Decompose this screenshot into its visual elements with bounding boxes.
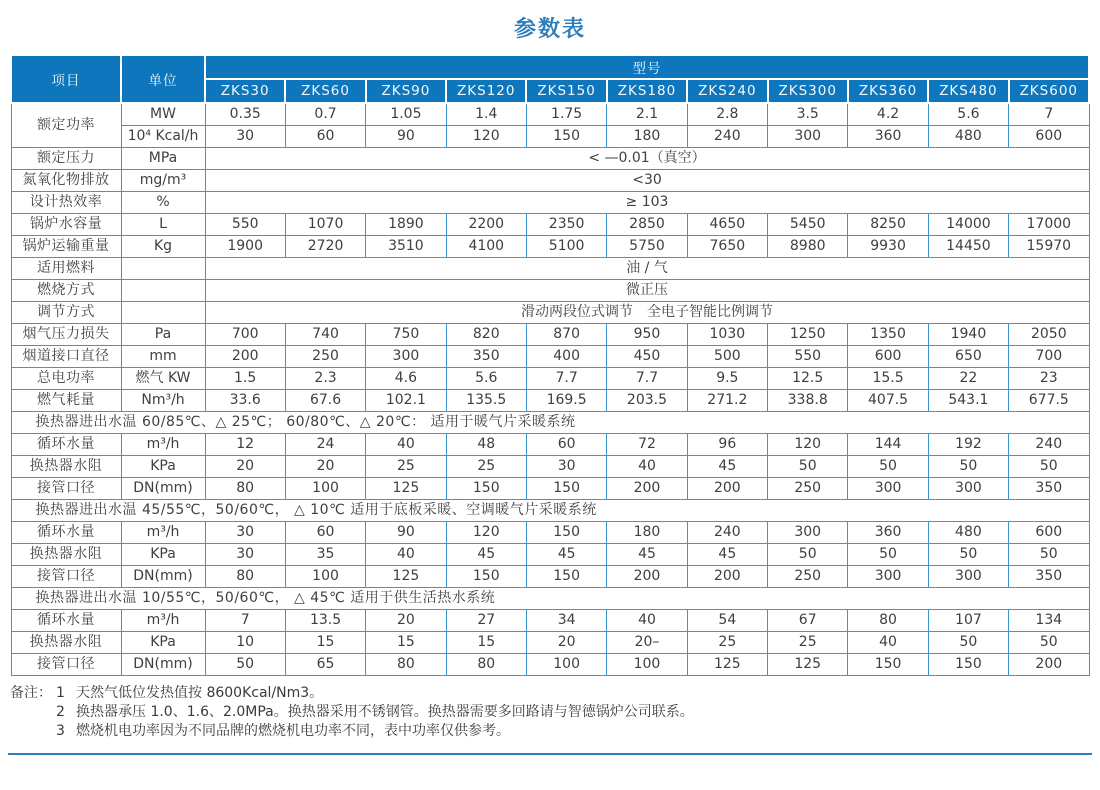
item-label: 调节方式	[11, 302, 121, 324]
col-header-item: 项目	[11, 55, 121, 103]
unit-label	[121, 258, 205, 280]
value-cell: 90	[366, 126, 446, 148]
merged-value: < —0.01（真空）	[205, 148, 1089, 170]
note-text: 燃烧机电功率因为不同品牌的燃烧机电功率不同，表中功率仅供参考。	[76, 723, 510, 739]
value-cell: 100	[285, 566, 365, 588]
value-cell: 240	[687, 126, 767, 148]
value-cell: 169.5	[526, 390, 606, 412]
value-cell: 300	[848, 566, 928, 588]
unit-label: 燃气 KW	[121, 368, 205, 390]
value-cell: 150	[526, 478, 606, 500]
value-cell: 200	[687, 478, 767, 500]
value-cell: 67.6	[285, 390, 365, 412]
unit-label: Kg	[121, 236, 205, 258]
item-label: 锅炉水容量	[11, 214, 121, 236]
value-cell: 54	[687, 610, 767, 632]
note-line	[56, 703, 1090, 722]
item-label: 适用燃料	[11, 258, 121, 280]
value-cell: 50	[1009, 456, 1089, 478]
value-cell: 4100	[446, 236, 526, 258]
item-label: 设计热效率	[11, 192, 121, 214]
value-cell: 350	[1009, 478, 1089, 500]
item-label: 换热器水阻	[11, 456, 121, 478]
value-cell: 45	[607, 544, 687, 566]
value-cell: 4.2	[848, 103, 928, 126]
value-cell: 0.35	[205, 103, 285, 126]
value-cell: 40	[366, 434, 446, 456]
value-cell: 300	[848, 478, 928, 500]
value-cell: 950	[607, 324, 687, 346]
value-cell: 1.75	[526, 103, 606, 126]
value-cell: 17000	[1009, 214, 1089, 236]
value-cell: 500	[687, 346, 767, 368]
table-row	[11, 126, 1089, 148]
value-cell: 1350	[848, 324, 928, 346]
value-cell: 96	[687, 434, 767, 456]
value-cell: 150	[848, 654, 928, 676]
value-cell: 144	[848, 434, 928, 456]
value-cell: 60	[526, 434, 606, 456]
value-cell: 1.05	[366, 103, 446, 126]
value-cell: 23	[1009, 368, 1089, 390]
unit-label	[121, 280, 205, 302]
value-cell: 45	[687, 544, 767, 566]
col-header-model: ZKS360	[848, 79, 928, 103]
value-cell: 200	[607, 478, 687, 500]
value-cell: 250	[285, 346, 365, 368]
value-cell: 20	[205, 456, 285, 478]
col-header-model-group: 型号	[205, 55, 1089, 79]
value-cell: 360	[848, 522, 928, 544]
notes	[10, 684, 1090, 741]
value-cell: 300	[928, 478, 1008, 500]
item-label: 换热器水阻	[11, 544, 121, 566]
table-row	[11, 324, 1089, 346]
unit-label	[121, 302, 205, 324]
value-cell: 5100	[526, 236, 606, 258]
value-cell: 90	[366, 522, 446, 544]
value-cell: 1.5	[205, 368, 285, 390]
value-cell: 200	[205, 346, 285, 368]
value-cell: 7650	[687, 236, 767, 258]
item-label: 额定功率	[11, 103, 121, 148]
value-cell: 480	[928, 126, 1008, 148]
value-cell: 150	[526, 522, 606, 544]
value-cell: 2.3	[285, 368, 365, 390]
value-cell: 8980	[768, 236, 848, 258]
col-header-model: ZKS120	[446, 79, 526, 103]
value-cell: 7.7	[607, 368, 687, 390]
value-cell: 125	[687, 654, 767, 676]
header-row-group	[11, 55, 1089, 79]
value-cell: 200	[1009, 654, 1089, 676]
unit-label: Nm³/h	[121, 390, 205, 412]
value-cell: 30	[205, 126, 285, 148]
value-cell: 750	[366, 324, 446, 346]
value-cell: 350	[1009, 566, 1089, 588]
value-cell: 80	[366, 654, 446, 676]
col-header-model: ZKS60	[285, 79, 365, 103]
unit-label: DN(mm)	[121, 566, 205, 588]
value-cell: 200	[687, 566, 767, 588]
value-cell: 40	[607, 610, 687, 632]
value-cell: 34	[526, 610, 606, 632]
table-row	[11, 192, 1089, 214]
item-label: 燃烧方式	[11, 280, 121, 302]
item-label: 额定压力	[11, 148, 121, 170]
value-cell: 100	[285, 478, 365, 500]
value-cell: 2.1	[607, 103, 687, 126]
merged-value: 油 / 气	[205, 258, 1089, 280]
section-row	[11, 412, 1089, 434]
unit-label: Pa	[121, 324, 205, 346]
value-cell: 650	[928, 346, 1008, 368]
parameters-table	[10, 54, 1090, 676]
table-row	[11, 632, 1089, 654]
unit-label: m³/h	[121, 610, 205, 632]
note-line	[56, 684, 1090, 703]
value-cell: 120	[446, 522, 526, 544]
section-row	[11, 500, 1089, 522]
item-label: 锅炉运输重量	[11, 236, 121, 258]
unit-label: DN(mm)	[121, 478, 205, 500]
value-cell: 12	[205, 434, 285, 456]
value-cell: 60	[285, 126, 365, 148]
page-title: 参数表	[513, 17, 586, 42]
unit-label: mg/m³	[121, 170, 205, 192]
table-row	[11, 148, 1089, 170]
unit-label: KPa	[121, 456, 205, 478]
value-cell: 1900	[205, 236, 285, 258]
item-label: 接管口径	[11, 566, 121, 588]
value-cell: 0.7	[285, 103, 365, 126]
value-cell: 135.5	[446, 390, 526, 412]
value-cell: 25	[366, 456, 446, 478]
value-cell: 50	[848, 544, 928, 566]
col-header-model: ZKS480	[928, 79, 1008, 103]
value-cell: 820	[446, 324, 526, 346]
item-label: 烟气压力损失	[11, 324, 121, 346]
value-cell: 15.5	[848, 368, 928, 390]
value-cell: 60	[285, 522, 365, 544]
value-cell: 65	[285, 654, 365, 676]
value-cell: 80	[848, 610, 928, 632]
value-cell: 50	[1009, 632, 1089, 654]
unit-label: DN(mm)	[121, 654, 205, 676]
col-header-model: ZKS150	[526, 79, 606, 103]
value-cell: 100	[526, 654, 606, 676]
value-cell: 50	[768, 544, 848, 566]
table-row	[11, 434, 1089, 456]
value-cell: 35	[285, 544, 365, 566]
col-header-model: ZKS180	[607, 79, 687, 103]
unit-label: MPa	[121, 148, 205, 170]
value-cell: 15	[446, 632, 526, 654]
value-cell: 27	[446, 610, 526, 632]
value-cell: 4.6	[366, 368, 446, 390]
value-cell: 33.6	[205, 390, 285, 412]
value-cell: 300	[768, 522, 848, 544]
value-cell: 271.2	[687, 390, 767, 412]
note-text: 天然气低位发热值按 8600Kcal/Nm3。	[76, 685, 324, 701]
value-cell: 45	[687, 456, 767, 478]
table-row	[11, 566, 1089, 588]
value-cell: 50	[848, 456, 928, 478]
value-cell: 50	[928, 456, 1008, 478]
value-cell: 2200	[446, 214, 526, 236]
value-cell: 20	[366, 610, 446, 632]
value-cell: 25	[446, 456, 526, 478]
unit-label: 10⁴ Kcal/h	[121, 126, 205, 148]
note-text: 换热器承压 1.0、1.6、2.0MPa。换热器采用不锈钢管。换热器需要多回路请与智德锅炉公司联系。	[76, 704, 694, 720]
table-body	[11, 103, 1089, 676]
value-cell: 150	[526, 566, 606, 588]
value-cell: 22	[928, 368, 1008, 390]
value-cell: 180	[607, 126, 687, 148]
value-cell: 600	[1009, 126, 1089, 148]
value-cell: 870	[526, 324, 606, 346]
value-cell: 150	[446, 566, 526, 588]
value-cell: 30	[205, 522, 285, 544]
value-cell: 9.5	[687, 368, 767, 390]
value-cell: 50	[928, 632, 1008, 654]
note-number: 1	[56, 685, 65, 701]
value-cell: 50	[205, 654, 285, 676]
value-cell: 350	[446, 346, 526, 368]
value-cell: 700	[205, 324, 285, 346]
value-cell: 3510	[366, 236, 446, 258]
value-cell: 2.8	[687, 103, 767, 126]
value-cell: 1030	[687, 324, 767, 346]
notes-items	[56, 684, 1090, 741]
table-row	[11, 103, 1089, 126]
col-header-model: ZKS30	[205, 79, 285, 103]
value-cell: 600	[1009, 522, 1089, 544]
item-label: 循环水量	[11, 434, 121, 456]
merged-value: <30	[205, 170, 1089, 192]
value-cell: 20	[526, 632, 606, 654]
note-line	[56, 722, 1090, 741]
note-number: 2	[56, 704, 65, 720]
value-cell: 250	[768, 478, 848, 500]
item-label: 接管口径	[11, 654, 121, 676]
value-cell: 450	[607, 346, 687, 368]
item-label: 接管口径	[11, 478, 121, 500]
col-header-model: ZKS240	[687, 79, 767, 103]
table-row	[11, 456, 1089, 478]
value-cell: 4650	[687, 214, 767, 236]
value-cell: 107	[928, 610, 1008, 632]
value-cell: 300	[768, 126, 848, 148]
value-cell: 180	[607, 522, 687, 544]
value-cell: 120	[446, 126, 526, 148]
unit-label: %	[121, 192, 205, 214]
value-cell: 2850	[607, 214, 687, 236]
unit-label: MW	[121, 103, 205, 126]
table-row	[11, 654, 1089, 676]
value-cell: 13.5	[285, 610, 365, 632]
table-row	[11, 368, 1089, 390]
value-cell: 80	[446, 654, 526, 676]
value-cell: 20	[285, 456, 365, 478]
value-cell: 600	[848, 346, 928, 368]
value-cell: 100	[607, 654, 687, 676]
value-cell: 14450	[928, 236, 1008, 258]
value-cell: 102.1	[366, 390, 446, 412]
value-cell: 2350	[526, 214, 606, 236]
value-cell: 15	[366, 632, 446, 654]
section-header: 换热器进出水温 60/85℃、△ 25℃； 60/80℃、△ 20℃： 适用于暖气片采暖系统	[11, 412, 1089, 434]
value-cell: 120	[768, 434, 848, 456]
unit-label: m³/h	[121, 434, 205, 456]
value-cell: 300	[928, 566, 1008, 588]
value-cell: 20–	[607, 632, 687, 654]
value-cell: 1070	[285, 214, 365, 236]
table-row	[11, 610, 1089, 632]
item-label: 燃气耗量	[11, 390, 121, 412]
divider-line	[8, 753, 1092, 755]
table-row	[11, 302, 1089, 324]
value-cell: 407.5	[848, 390, 928, 412]
value-cell: 10	[205, 632, 285, 654]
value-cell: 9930	[848, 236, 928, 258]
value-cell: 400	[526, 346, 606, 368]
table-row	[11, 214, 1089, 236]
value-cell: 30	[205, 544, 285, 566]
table-header	[11, 55, 1089, 103]
merged-value: ≥ 103	[205, 192, 1089, 214]
notes-label: 备注：	[10, 685, 52, 701]
table-row	[11, 478, 1089, 500]
value-cell: 45	[526, 544, 606, 566]
table-row	[11, 170, 1089, 192]
value-cell: 5750	[607, 236, 687, 258]
value-cell: 740	[285, 324, 365, 346]
col-header-model: ZKS300	[768, 79, 848, 103]
unit-label: KPa	[121, 632, 205, 654]
table-row	[11, 544, 1089, 566]
unit-label: mm	[121, 346, 205, 368]
value-cell: 7	[205, 610, 285, 632]
value-cell: 550	[205, 214, 285, 236]
value-cell: 40	[848, 632, 928, 654]
value-cell: 150	[446, 478, 526, 500]
value-cell: 543.1	[928, 390, 1008, 412]
value-cell: 7.7	[526, 368, 606, 390]
value-cell: 677.5	[1009, 390, 1089, 412]
value-cell: 192	[928, 434, 1008, 456]
note-number: 3	[56, 723, 65, 739]
value-cell: 5.6	[446, 368, 526, 390]
value-cell: 360	[848, 126, 928, 148]
item-label: 循环水量	[11, 610, 121, 632]
value-cell: 80	[205, 566, 285, 588]
col-header-model: ZKS90	[366, 79, 446, 103]
value-cell: 134	[1009, 610, 1089, 632]
value-cell: 203.5	[607, 390, 687, 412]
value-cell: 240	[687, 522, 767, 544]
value-cell: 7	[1009, 103, 1089, 126]
value-cell: 300	[366, 346, 446, 368]
unit-label: m³/h	[121, 522, 205, 544]
value-cell: 5.6	[928, 103, 1008, 126]
value-cell: 125	[366, 566, 446, 588]
item-label: 循环水量	[11, 522, 121, 544]
value-cell: 14000	[928, 214, 1008, 236]
unit-label: L	[121, 214, 205, 236]
item-label: 换热器水阻	[11, 632, 121, 654]
value-cell: 150	[526, 126, 606, 148]
col-header-unit: 单位	[121, 55, 205, 103]
value-cell: 50	[928, 544, 1008, 566]
value-cell: 25	[687, 632, 767, 654]
value-cell: 24	[285, 434, 365, 456]
value-cell: 700	[1009, 346, 1089, 368]
value-cell: 72	[607, 434, 687, 456]
table-row	[11, 236, 1089, 258]
value-cell: 250	[768, 566, 848, 588]
value-cell: 2720	[285, 236, 365, 258]
table-row	[11, 280, 1089, 302]
value-cell: 50	[768, 456, 848, 478]
value-cell: 1.4	[446, 103, 526, 126]
value-cell: 1250	[768, 324, 848, 346]
value-cell: 50	[1009, 544, 1089, 566]
value-cell: 150	[928, 654, 1008, 676]
value-cell: 550	[768, 346, 848, 368]
value-cell: 48	[446, 434, 526, 456]
item-label: 烟道接口直径	[11, 346, 121, 368]
value-cell: 8250	[848, 214, 928, 236]
col-header-model: ZKS600	[1009, 79, 1089, 103]
table-row	[11, 390, 1089, 412]
value-cell: 125	[366, 478, 446, 500]
section-row	[11, 588, 1089, 610]
item-label: 氮氧化物排放	[11, 170, 121, 192]
value-cell: 338.8	[768, 390, 848, 412]
value-cell: 40	[607, 456, 687, 478]
value-cell: 15	[285, 632, 365, 654]
value-cell: 125	[768, 654, 848, 676]
value-cell: 30	[526, 456, 606, 478]
merged-value: 微正压	[205, 280, 1089, 302]
value-cell: 12.5	[768, 368, 848, 390]
value-cell: 15970	[1009, 236, 1089, 258]
value-cell: 80	[205, 478, 285, 500]
table-row	[11, 522, 1089, 544]
section-header: 换热器进出水温 45/55℃，50/60℃， △ 10℃ 适用于底板采暖、空调暖气片采暖系统	[11, 500, 1089, 522]
unit-label: KPa	[121, 544, 205, 566]
value-cell: 40	[366, 544, 446, 566]
value-cell: 240	[1009, 434, 1089, 456]
merged-value: 滑动两段位式调节 全电子智能比例调节	[205, 302, 1089, 324]
table-row	[11, 258, 1089, 280]
section-header: 换热器进出水温 10/55℃，50/60℃， △ 45℃ 适用于供生活热水系统	[11, 588, 1089, 610]
value-cell: 480	[928, 522, 1008, 544]
value-cell: 67	[768, 610, 848, 632]
value-cell: 200	[607, 566, 687, 588]
value-cell: 2050	[1009, 324, 1089, 346]
value-cell: 5450	[768, 214, 848, 236]
item-label: 总电功率	[11, 368, 121, 390]
value-cell: 25	[768, 632, 848, 654]
value-cell: 45	[446, 544, 526, 566]
value-cell: 3.5	[768, 103, 848, 126]
value-cell: 1890	[366, 214, 446, 236]
table-row	[11, 346, 1089, 368]
value-cell: 1940	[928, 324, 1008, 346]
